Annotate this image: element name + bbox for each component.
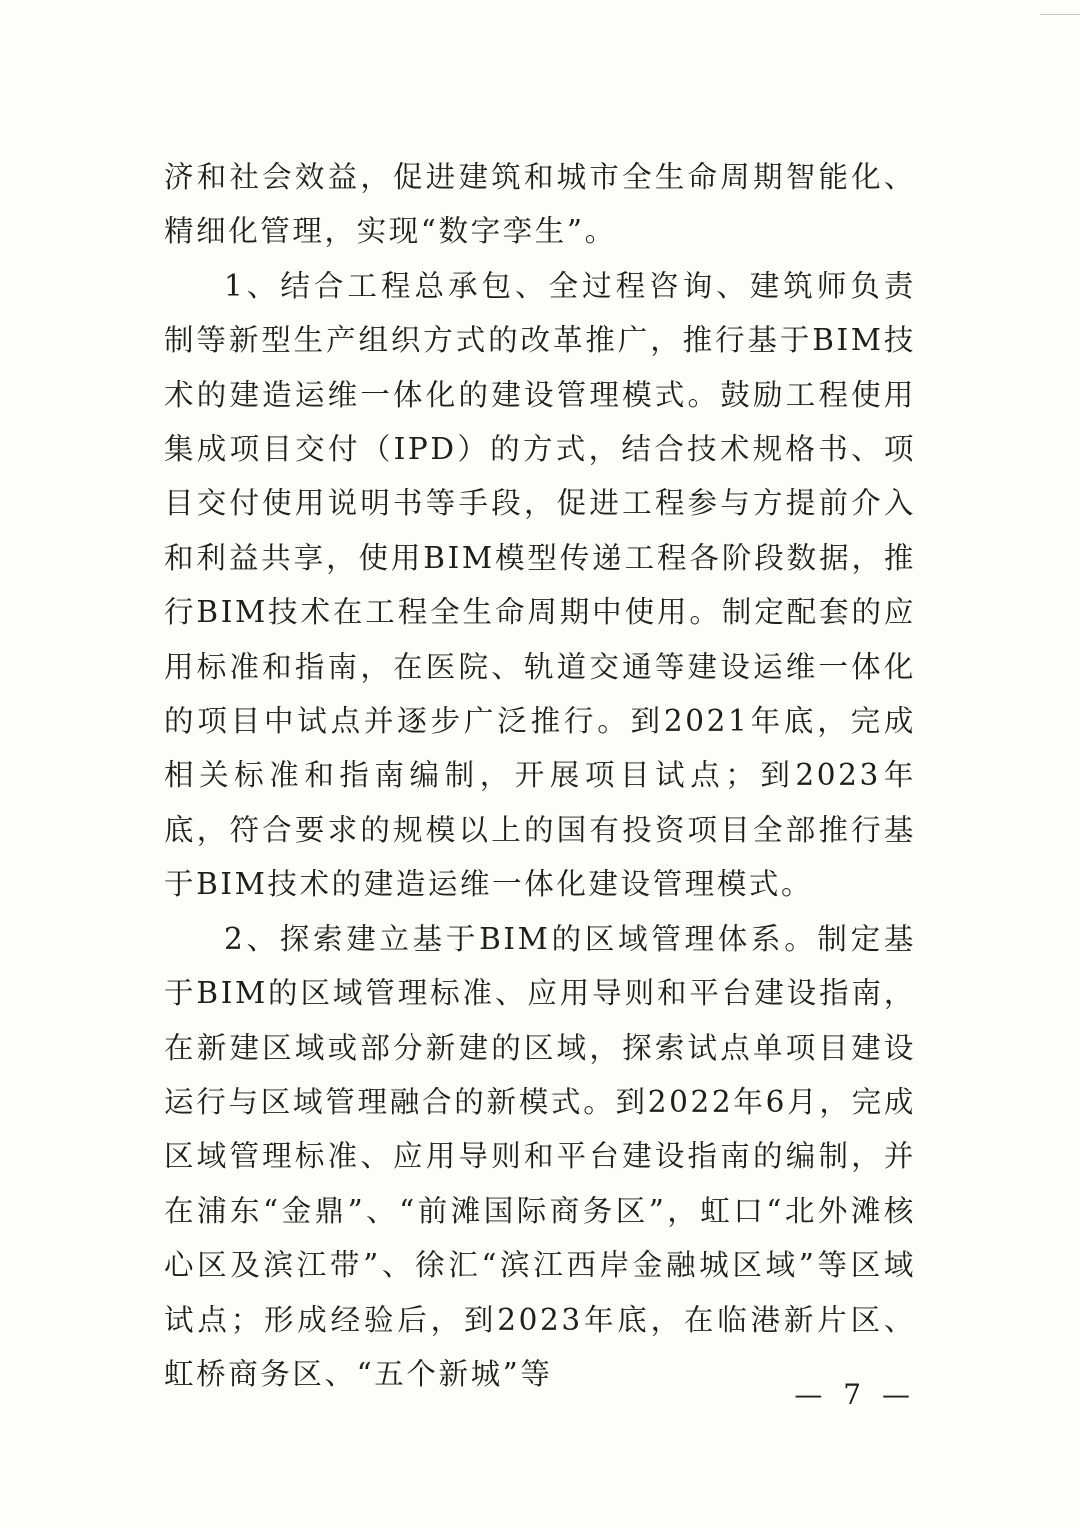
paragraph-continuation: 济和社会效益，促进建筑和城市全生命周期智能化、精细化管理，实现“数字孪生”。 <box>164 160 916 249</box>
scan-edge-mark <box>1040 14 1080 15</box>
document-body <box>164 150 916 1401</box>
page-number: — 7 — <box>794 1378 916 1411</box>
paragraph-item-1: 1、结合工程总承包、全过程咨询、建筑师负责制等新型生产组织方式的改革推广，推行基于BIM技术的建造运维一体化的建设管理模式。鼓励工程使用集成项目交付（IPD）的方式，结合技术规格书、项目交付使用说明书等手段，促进工程参与方提前介入和利益共享，使用BIM模型传递工程各阶段数据，推行BIM技术在工程全生命周期中使用。制定配套的应用标准和指南，在医院、轨道交通等建设运维一体化的项目中试点并逐步广泛推行。到2021年底，完成相关标准和指南编制，开展项目试点；到2023年底，符合要求的规模以上的国有投资项目全部推行基于BIM技术的建造运维一体化建设管理模式。 <box>164 268 916 902</box>
paragraph-item-2: 2、探索建立基于BIM的区域管理体系。制定基于BIM的区域管理标准、应用导则和平台建设指南，在新建区域或部分新建的区域，探索试点单项目建设运行与区域管理融合的新模式。到2022年6月，完成区域管理标准、应用导则和平台建设指南的编制，并在浦东“金鼎”、“前滩国际商务区”，虹口“北外滩核心区及滨江带”、徐汇“滨江西岸金融城区域”等区域试点；形成经验后，到2023年底，在临港新片区、虹桥商务区、“五个新城”等 <box>164 921 916 1391</box>
